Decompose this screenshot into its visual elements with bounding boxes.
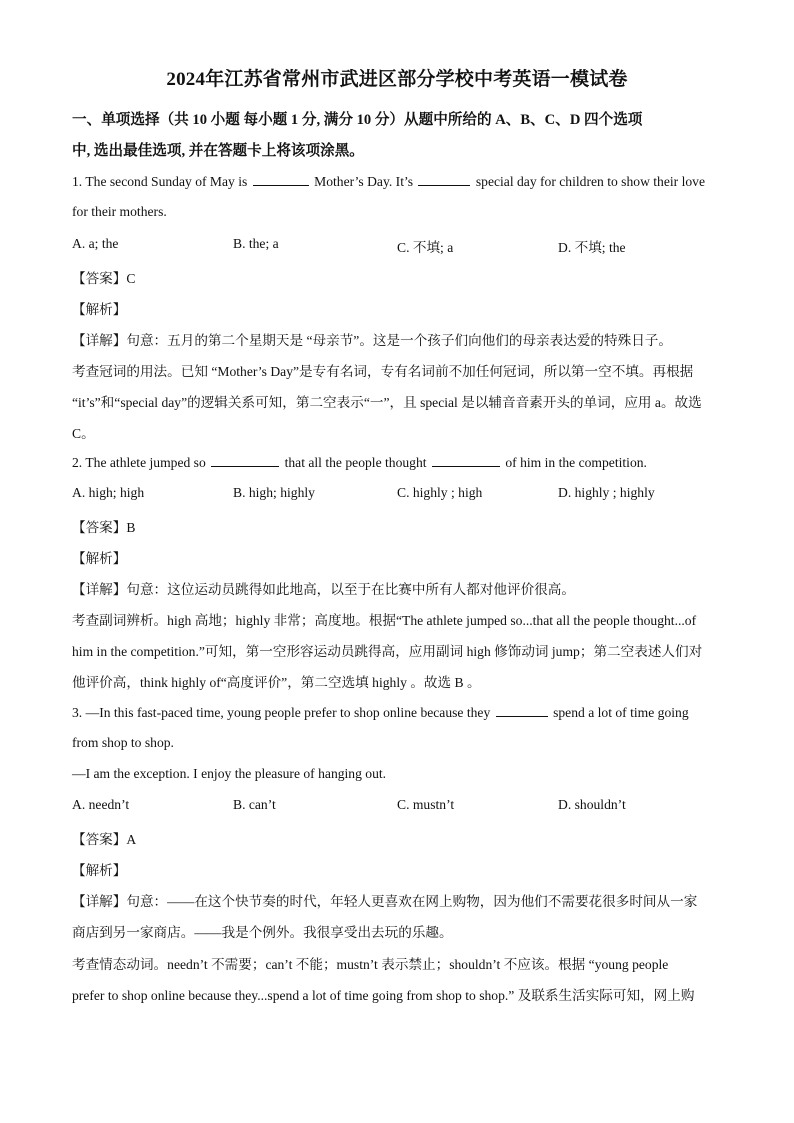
q3-blank-1: [496, 704, 548, 717]
q2-explanation-3: 他评价高，think highly of“高度评价”，第二空选填 highly 。故选 B 。: [72, 675, 481, 690]
q1-explanation-1: 考查冠词的用法。已知 “Mother’s Day”是专有名词，专有名词前不加任何冠词，所以第一空不填。再根据: [72, 364, 694, 379]
question-1-stem-line-2: for their mothers.: [72, 204, 167, 219]
q3-option-a: A. needn’t: [72, 797, 130, 812]
section-heading-line-1: 一、单项选择（共 10 小题 每小题 1 分, 满分 10 分）从题中所给的 A、B、C、D 四个选项: [72, 112, 643, 128]
q2-explanation-1: 考查副词辨析。high 高地；highly 非常；高度地。根据“The athlete jumped so...that all the people thought...of: [72, 613, 697, 628]
q1-detail: 【详解】句意：五月的第二个星期天是 “母亲节”。这是一个孩子们向他们的母亲表达爱的特殊日子。: [72, 333, 672, 348]
q3-detail-2: 商店到另一家商店。——我是个例外。我很享受出去玩的乐趣。: [72, 925, 453, 940]
q3-stem-part-a: 3. —In this fast-paced time, young people prefer to shop online because they: [72, 705, 491, 720]
page-title: 2024年江苏省常州市武进区部分学校中考英语一模试卷: [166, 69, 628, 90]
q2-answer: 【答案】B: [72, 520, 136, 535]
q1-explanation-2: “it’s”和“special day”的逻辑关系可知，第二空表示“一”，且 special 是以辅音音素开头的单词，应用 a。故选: [72, 395, 702, 410]
q1-stem-part-c: special day for children to show their love: [475, 174, 705, 189]
q3-option-c: C. mustn’t: [397, 797, 455, 812]
q2-stem-part-a: 2. The athlete jumped so: [72, 455, 206, 470]
question-3-stem: [72, 704, 724, 721]
q2-stem-part-b: that all the people thought: [284, 455, 427, 470]
q2-blank-1: [211, 454, 279, 467]
q1-option-a: A. a; the: [72, 236, 119, 251]
q3-stem-part-b: spend a lot of time going: [553, 705, 689, 720]
q1-analysis-label: 【解析】: [72, 302, 127, 317]
q2-explanation-2: him in the competition.”可知，第一空形容运动员跳得高，应用副词 high 修饰动词 jump；第二空表述人们对: [72, 644, 703, 659]
q1-blank-1: [253, 173, 309, 186]
question-2-stem: [72, 454, 724, 471]
q1-stem-part-b: Mother’s Day. It’s: [314, 174, 414, 189]
question-1-stem: [72, 173, 724, 190]
q2-detail: 【详解】句意：这位运动员跳得如此地高，以至于在比赛中所有人都对他评价很高。: [72, 582, 575, 597]
q2-option-a: A. high; high: [72, 485, 145, 500]
q3-explanation-1: 考查情态动词。needn’t 不需要；can’t 不能；mustn’t 表示禁止；shouldn’t 不应该。根据 “young people: [72, 957, 669, 972]
q3-option-b: B. can’t: [233, 797, 276, 812]
q2-option-c: C. highly ; high: [397, 485, 483, 500]
q2-blank-2: [432, 454, 500, 467]
q1-option-c: C. 不填; a: [397, 240, 454, 255]
question-3-stem-line-3: —I am the exception. I enjoy the pleasure of hanging out.: [72, 766, 387, 781]
q3-analysis-label: 【解析】: [72, 863, 127, 878]
q1-blank-2: [418, 173, 470, 186]
q1-answer: 【答案】C: [72, 271, 136, 286]
q3-answer: 【答案】A: [72, 832, 137, 847]
q3-detail: 【详解】句意：——在这个快节奏的时代，年轻人更喜欢在网上购物，因为他们不需要花很多时间从一家: [72, 894, 698, 909]
q3-option-d: D. shouldn’t: [558, 797, 626, 812]
q1-stem-part-a: 1. The second Sunday of May is: [72, 174, 248, 189]
q2-analysis-label: 【解析】: [72, 551, 127, 566]
q2-option-d: D. highly ; highly: [558, 485, 655, 500]
q1-option-b: B. the; a: [233, 236, 279, 251]
q1-explanation-3: C。: [72, 426, 95, 441]
q2-option-b: B. high; highly: [233, 485, 315, 500]
q3-explanation-2: prefer to shop online because they...spend a lot of time going from shop to shop.” 及联系生活实际可知，网上购: [72, 988, 695, 1003]
q2-stem-part-c: of him in the competition.: [505, 455, 647, 470]
section-heading-line-2: 中, 选出最佳选项, 并在答题卡上将该项涂黑。: [72, 143, 364, 159]
q1-option-d: D. 不填; the: [558, 240, 626, 255]
question-3-stem-line-2: from shop to shop.: [72, 735, 174, 750]
